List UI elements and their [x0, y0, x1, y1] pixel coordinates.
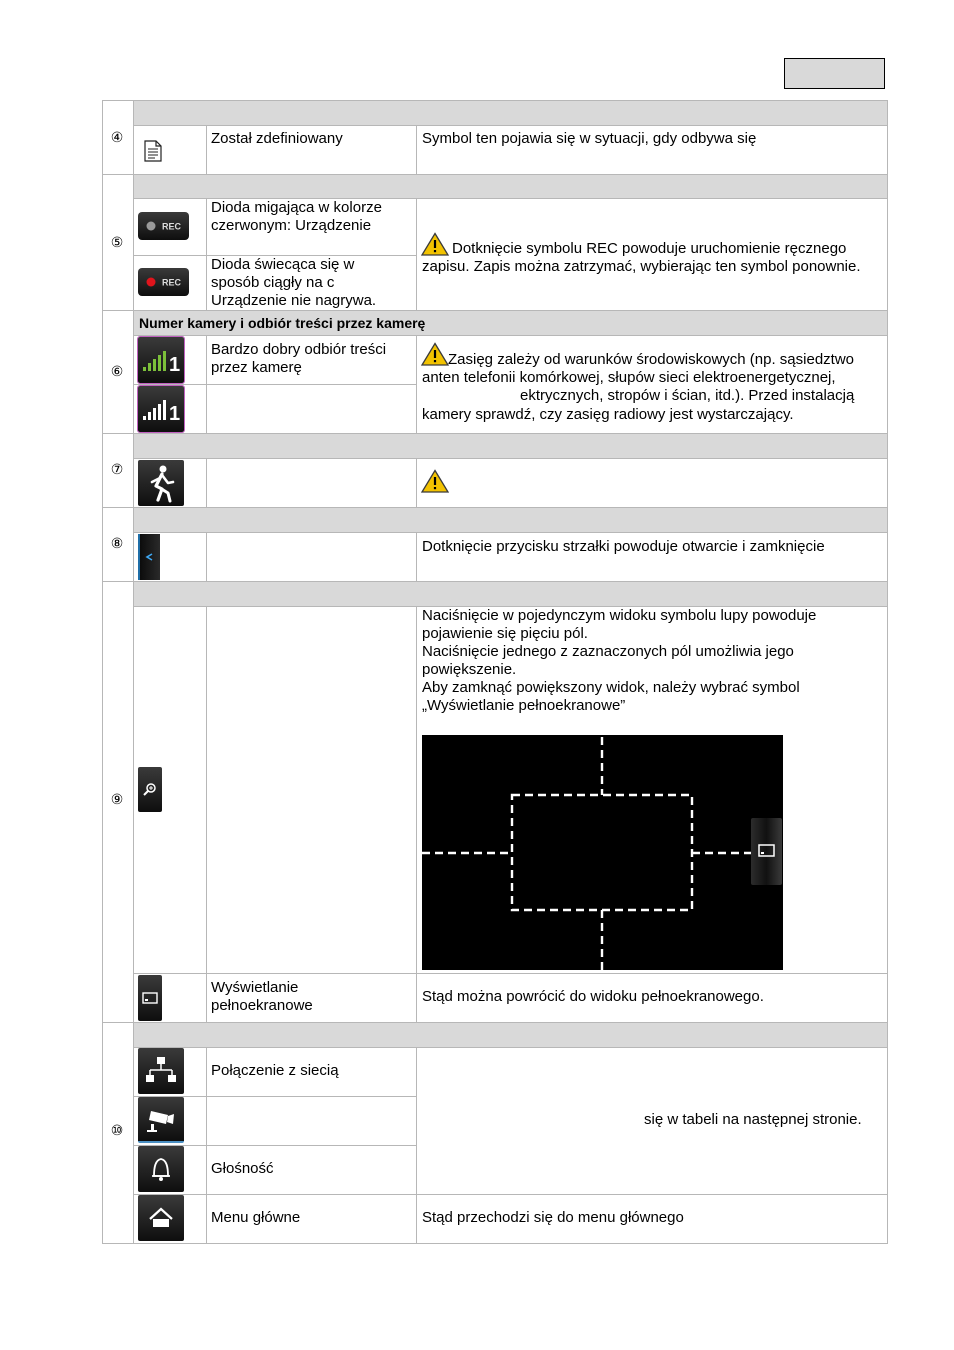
row-number-6: ⑥ — [110, 363, 124, 379]
row-number-5: ⑤ — [110, 234, 124, 250]
row6-description-line-4: kamery sprawdź, czy zasięg radiowy jest wystarczający. — [422, 406, 794, 423]
network-icon[interactable] — [138, 1048, 184, 1094]
section-header-6: Numer kamery i odbiór treści przez kamerę — [139, 315, 426, 331]
warning-icon — [421, 342, 449, 366]
language-tab — [784, 58, 885, 89]
row9-description: Naciśnięcie w pojedynczym widoku symbolu lupy powoduje pojawienie się pięciu pól. Naciśnięcie jednego z zaznaczonych pól umożliwia jego powiększenie. Aby zamknąć powiększony widok, należy wybrać symbol „Wyświetlanie pełnoekranowe” — [422, 607, 817, 714]
row-number-4: ④ — [110, 129, 124, 145]
bell-icon[interactable] — [138, 1146, 184, 1192]
row10-label-home: Menu główne — [211, 1209, 301, 1226]
document-icon — [142, 140, 164, 166]
row4-description: Symbol ten pojawia się w sytuacji, gdy odbywa się — [422, 130, 757, 147]
signal-strong-icon — [138, 337, 184, 383]
row10-label-volume: Głośność — [211, 1160, 274, 1177]
svg-text:1: 1 — [169, 403, 181, 425]
row6-label-1: Bardzo dobry odbiór treści przez kamerę — [211, 341, 387, 376]
svg-text:REC: REC — [162, 221, 182, 232]
row5-label-2: Dioda świecąca się w sposób ciągły na c Urządzenie nie nagrywa. — [211, 256, 377, 309]
rec-red-icon[interactable] — [138, 268, 189, 296]
svg-text:1: 1 — [169, 354, 181, 376]
row-number-10: ⑩ — [110, 1122, 124, 1138]
rec-grey-icon[interactable] — [138, 212, 189, 240]
fullscreen-toggle-icon[interactable] — [751, 818, 782, 885]
row10-description-home: Stąd przechodzi się do menu głównego — [422, 1209, 684, 1226]
home-icon[interactable] — [138, 1195, 184, 1241]
row-number-7: ⑦ — [110, 461, 124, 477]
row10-label-network: Połączenie z siecią — [211, 1062, 339, 1079]
zoom-grid-illustration — [422, 735, 783, 970]
signal-weak-icon — [138, 386, 184, 432]
row-number-8: ⑧ — [110, 535, 124, 551]
camera-icon[interactable] — [138, 1097, 184, 1143]
row5-description: Dotknięcie symbolu REC powoduje uruchomienie ręcznego zapisu. Zapis można zatrzymać, wybierając ten symbol ponownie. — [422, 240, 861, 275]
row6-description-line-2: anten telefonii komórkowej, słupów sieci elektroenergetycznej, — [422, 369, 836, 386]
row4-label: Został zdefiniowany — [211, 130, 343, 147]
warning-icon — [421, 469, 449, 493]
row5-label-1: Dioda migająca w kolorze czerwonym: Urządzenie — [211, 199, 382, 234]
row-number-9: ⑨ — [110, 791, 124, 807]
motion-person-icon — [138, 460, 184, 506]
svg-text:REC: REC — [162, 277, 182, 288]
fullscreen-icon[interactable] — [138, 975, 162, 1021]
row6-description-line-1: Zasięg zależy od warunków środowiskowych (np. sąsiedztwo — [448, 351, 855, 368]
arrow-left-icon[interactable] — [138, 534, 160, 580]
zoom-icon[interactable] — [138, 767, 162, 812]
row9-description-full: Stąd można powrócić do widoku pełnoekranowego. — [422, 988, 764, 1005]
row6-description-line-3: ektrycznych, stropów i ścian, itd.). Przed instalacją — [520, 387, 855, 404]
row10-description-shared: się w tabeli na następnej stronie. — [644, 1111, 862, 1128]
row8-description: Dotknięcie przycisku strzałki powoduje otwarcie i zamknięcie — [422, 538, 825, 555]
row9-label-full: Wyświetlanie pełnoekranowe — [211, 979, 313, 1014]
